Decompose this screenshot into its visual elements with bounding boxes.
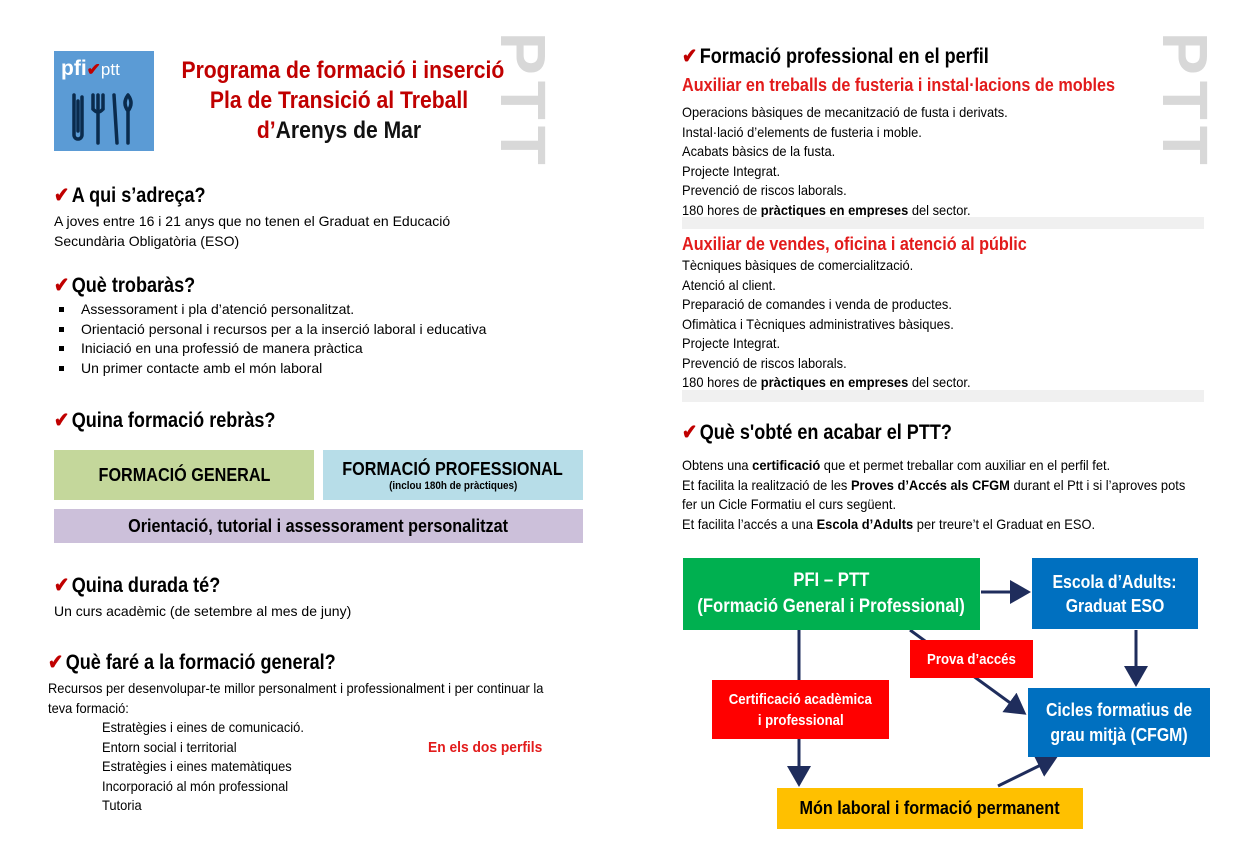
box-escola-adults: Escola d’Adults: Graduat ESO (1032, 558, 1198, 629)
list-item: 180 hores de pràctiques en empreses del sector. (682, 374, 971, 390)
list-item: Instal·lació d’elements de fusteria i moble. (682, 123, 922, 140)
arrow-mon-to-cicles (998, 758, 1055, 786)
list-item: Tutoria (102, 797, 142, 813)
list-item: Orientació personal i recursos per a la inserció laboral i educativa (54, 320, 486, 340)
list-item: 180 hores de pràctiques en empreses del sector. (682, 201, 971, 218)
both-profiles-note: En els dos perfils (428, 739, 543, 756)
list-item: Prevenció de riscos laborals. (682, 182, 847, 198)
list-item: Acabats bàsics de la fusta. (682, 143, 836, 159)
list-item: Preparació de comandes i venda de productes. (682, 296, 952, 312)
check-icon: ✔ (54, 184, 70, 207)
list-item: Un primer contacte amb el món laboral (54, 359, 486, 379)
list-item: Operacions bàsiques de mecanització de fusta i derivats. (682, 104, 1008, 120)
box-general-training: FORMACIÓ GENERAL (54, 450, 314, 500)
title-line-2: Pla de Transició al Treball (209, 87, 469, 114)
list-item: Tècniques bàsiques de comercialització. (682, 257, 914, 273)
list-item: Projecte Integrat. (682, 335, 781, 351)
who-text: A joves entre 16 i 21 anys que no tenen el Graduat en Educació Secundària Obligatòria (ESO) (54, 213, 451, 249)
list-item: Ofimàtica i Tècniques administratives bàsiques. (682, 315, 954, 332)
list-item: Iniciació en una professió de manera pràctica (54, 339, 486, 359)
box-professional-training: FORMACIÓ PROFESSIONAL (inclou 180h de pràctiques) (323, 450, 583, 500)
box-mon-laboral: Món laboral i formació permanent (777, 788, 1083, 829)
check-icon: ✔ (54, 574, 70, 597)
title-line-3: d’Arenys de Mar (256, 117, 422, 144)
check-icon: ✔ (54, 409, 70, 432)
duration-text: Un curs acadèmic (de setembre al mes de juny) (54, 603, 352, 619)
general-intro: Recursos per desenvolupar-te millor personalment i professionalment i per continuar la teva formació: (48, 680, 544, 716)
profile-2-title: Auxiliar de vendes, oficina i atenció al públic (682, 234, 1027, 254)
box-cicles-formatius: Cicles formatius de grau mitjà (CFGM) (1028, 688, 1210, 757)
section-heading-who: ✔ A qui s’adreça? (54, 184, 206, 207)
section-heading-training: ✔ Quina formació rebràs? (54, 409, 276, 432)
box-certificacio: Certificació acadèmica i professional (712, 680, 889, 739)
title-line-1: Programa de formació i inserció (181, 57, 505, 84)
box-prova-acces: Prova d’accés (910, 640, 1033, 678)
section-heading-find: ✔ Què trobaràs? (54, 274, 196, 297)
list-item: Assessorament i pla d’atenció personalitzat. (54, 300, 486, 320)
box-pfi-ptt: PFI – PTT (Formació General i Professional) (683, 558, 980, 630)
ptt-watermark-left: PTT (487, 32, 559, 171)
ptt-watermark-right: PTT (1149, 32, 1221, 171)
section-heading-obtain: ✔ Què s'obté en acabar el PTT? (682, 421, 952, 444)
check-icon: ✔ (682, 45, 698, 68)
list-item: Estratègies i eines de comunicació. (102, 719, 304, 735)
logo-text: pfi✔ptt (61, 57, 120, 80)
list-item: Entorn social i territorial (102, 738, 237, 755)
list-item: Atenció al client. (682, 276, 776, 293)
check-icon: ✔ (48, 651, 64, 674)
list-item: Prevenció de riscos laborals. (682, 354, 847, 371)
section-heading-duration: ✔ Quina durada té? (54, 574, 221, 597)
obtain-text: Obtens una certificació que et permet treballar com auxiliar en el perfil fet. Et facilita la realització de les Proves d’Accés als CFGM durant el Ptt i si l’aproves pots fer un Cicle Formatiu el curs següent. Et facilita l’accés a una Escola d’Adults per treure’t el Graduat en ESO. (682, 457, 1186, 532)
section-heading-profile: ✔ Formació professional en el perfil (682, 45, 989, 68)
section-heading-general: ✔ Què faré a la formació general? (48, 651, 336, 674)
profile-1-title: Auxiliar en treballs de fusteria i instal·lacions de mobles (682, 75, 1116, 95)
check-icon: ✔ (682, 421, 698, 444)
list-item: Incorporació al món professional (102, 777, 289, 794)
box-orientation: Orientació, tutorial i assessorament personalitzat (54, 509, 583, 543)
list-item: Projecte Integrat. (682, 162, 781, 179)
list-item: Estratègies i eines matemàtiques (102, 758, 292, 774)
check-icon: ✔ (54, 274, 70, 297)
